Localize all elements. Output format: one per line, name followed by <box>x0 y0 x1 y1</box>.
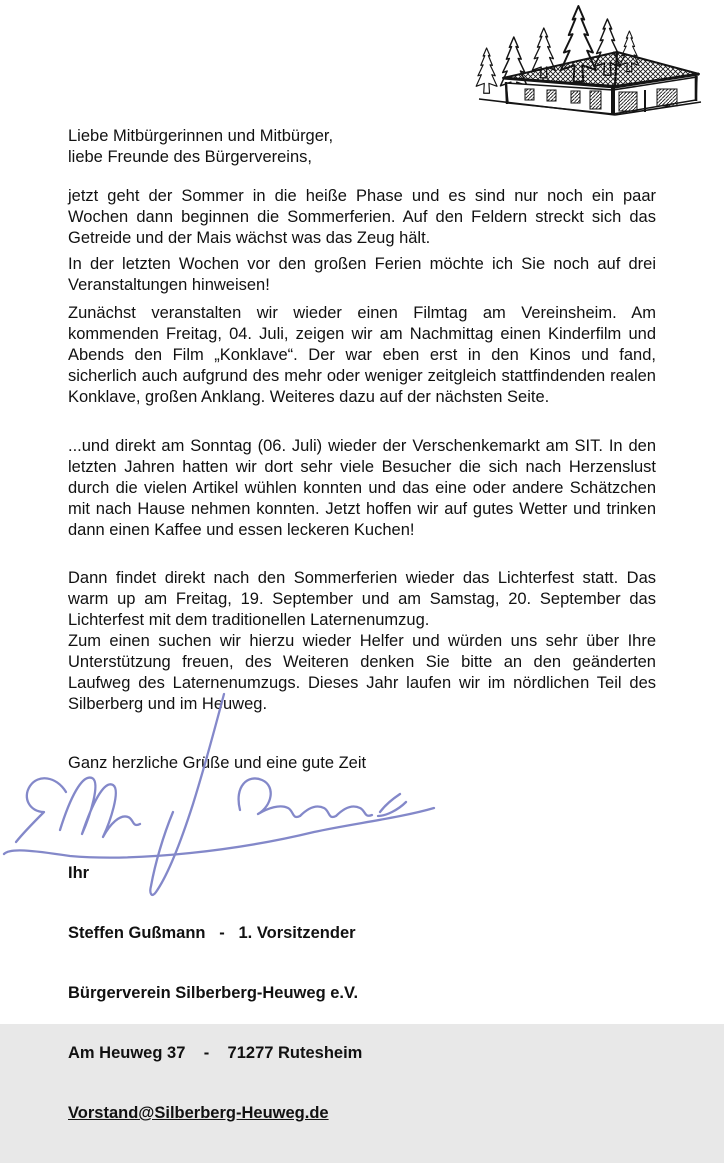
signoff-block <box>68 823 656 1163</box>
salutation-line-1: Liebe Mitbürgerinnen und Mitbürger, <box>68 127 334 145</box>
vereinsheim-logo-icon <box>473 4 703 112</box>
email-link[interactable]: Vorstand@Silberberg-Heuweg.de <box>68 1104 329 1122</box>
salutation-line-2: liebe Freunde des Bürgervereins, <box>68 148 312 166</box>
paragraph-filmtag: Zunächst veranstalten wir wieder einen Filmtag am Vereinsheim. Am kommenden Freitag, 04. Juli, zeigen wir am Nachmittag einen Kinderfilm und Abends den Film „Konklave“. Der war eben erst in den Kinos und fand, sicherlich auch aufgrund des mehr oder weniger zeitgleich stattfindenden realen Konklave, großen Anklang. Weiteres dazu auf der nächsten Seite. <box>68 304 656 406</box>
paragraph-announcement: In der letzten Wochen vor den großen Ferien möchte ich Sie noch auf drei Veranstaltungen hinweisen! <box>68 255 656 294</box>
closing-line: Ganz herzliche Grüße und eine gute Zeit <box>68 754 367 772</box>
signoff-name-role: Steffen Gußmann - 1. Vorsitzender <box>68 924 356 942</box>
paragraph-lichterfest: Dann findet direkt nach den Sommerferien wieder das Lichterfest statt. Das warm up am Freitag, 19. September und am Samstag, 20. September das Lichterfest mit dem traditionellen Laternenumzug. <box>68 569 656 629</box>
paragraph-summer-intro: jetzt geht der Sommer in die heiße Phase und es sind nur noch ein paar Wochen dann beginnen die Sommerferien. Auf den Feldern streckt sich das Getreide und der Mais wächst was das Zeug hält. <box>68 187 656 247</box>
paragraph-verschenkemarkt: ...und direkt am Sonntag (06. Juli) wieder der Verschenkemarkt am SIT. In den letzten Jahren hatten wir dort sehr viele Besucher die sich nach Herzenslust durch die vielen Artikel wühlen konnten und das eine oder andere Schätzchen mit nach Hause nehmen konnten. Jetzt hoffen wir auf gutes Wetter und trinken dann einen Kaffee und essen leckeren Kuchen! <box>68 437 656 539</box>
salutation <box>68 126 656 168</box>
letter-body <box>68 126 656 1163</box>
signoff-address: Am Heuweg 37 - 71277 Rutesheim <box>68 1044 363 1062</box>
signoff-intro: Ihr <box>68 864 90 882</box>
signoff-club: Bürgerverein Silberberg-Heuweg e.V. <box>68 984 359 1002</box>
paragraph-helfer: Zum einen suchen wir hierzu wieder Helfer und würden uns sehr über Ihre Unterstützung freuen, des Weiteren denken Sie bitte an den geänderten Laufweg des Laternenumzugs. Dieses Jahr laufen wir im nördlichen Teil des Silberberg und im Heuweg. <box>68 632 656 713</box>
